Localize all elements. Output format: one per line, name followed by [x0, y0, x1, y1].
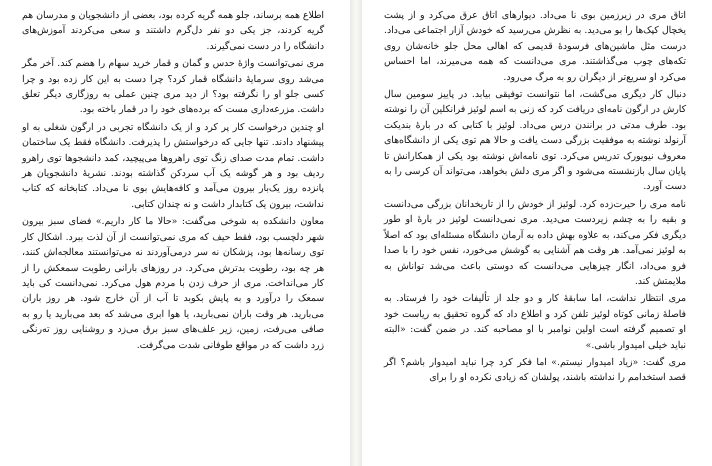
right-paragraph-2: دنبال کار دیگری می‌گشت، اما نتوانست توفیقی بیابد. در پاییز سومین سال کارش در ارگون نامه‌ای دریافت کرد که زنی به اسم لوئیز فرانکلین آن را نوشته بود. طرف مدتی در برانندن درس می‌داد. لوئیز با کتابی که در بارهٔ بندیکت آرنولد نوشته به موفقیت بزرگی دست یافت و حالا هم توی یکی از دانشگاه‌های معروف نیویورک تدریس می‌کرد. توی نامه‌اش نوشته بود یکی از همکارانش تا پایان سال بازنشسته می‌شود و اگر مری دلش بخواهد، می‌تواند آن کرسی را به دست آورد. — [384, 89, 686, 193]
left-page — [0, 0, 350, 466]
right-paragraph-3: نامه مری را حیرت‌زده کرد. لوئیز از خودش را از تاریخدانان بزرگی می‌دانست و بقیه را به چشم زیردست می‌دید. مری نمی‌دانست لوئیز در بارهٔ او طور دیگری فکر می‌کند، به علاوه بهش داده به آرمان دانشگاه مسئله‌ای بود که اصلاً به لوئیز نمی‌آمد. هر وقت هم آشنایی به گوشش می‌خورد، نفس خود را با صدا فرو می‌داد، انگار چیزهایی می‌دانست که دوستی باعث می‌شد تواناش به ملایمتش کند. — [384, 198, 686, 287]
right-paragraph-5: مری گفت: «زیاد امیدوار نیستم.» اما فکر کرد چرا نباید امیدوار باشم؟ اگر قصد استخدامم را نداشته باشند، پولشان که زیادی نکرده او را برای — [384, 356, 686, 384]
left-paragraph-4: معاون دانشکده به شوخی می‌گفت: «حالا ما کار داریم.» فضای سبز بیرون شهر دلچسب بود، فقط حیف که مری نمی‌توانست از آن لذت ببرد. اشکال کار توی رسانه‌ها بود، پزشکان نه سر درمی‌آوردند نه می‌توانستند معالجه‌اش کنند، هر چه بود، رطوبت بدترش می‌کرد. در روزهای بارانی رطوبت سمعکش را از کار می‌انداخت. مری از حرف زدن با مردم هول می‌کرد. نمی‌دانست کی باید سمعک را درآورد و به پایش بکوبد تا آب از آن خارج شود. هر روز باران می‌بارید. هر وقت باران نمی‌بارید، یا هوا ابری می‌شد که بعد می‌بارید یا رو به صافی می‌رفت، زمین، زیر علف‌های سبز برق می‌زد و روشنایی روز ته‌رنگی زرد داشت که در مواقع طوفانی شدت می‌گرفت. — [22, 216, 324, 351]
left-paragraph-1: اطلاع همه برساند، جلو همه گریه کرده بود، بعضی از دانشجویان و مدرسان هم گریه کردند، جز یکی دو نفر دل‌گرم داشتند و سعی می‌کردند آموزش‌های دانشگاه را در دست نمی‌گیرند. — [22, 10, 324, 52]
right-paragraph-1: اتاق مری در زیرزمین بوی نا می‌داد. دیوارهای اتاق عرق می‌کرد و از پشت یخچال کپک‌ها را بو می‌دید. به نظرش می‌رسید که خودش آزار اجتماعی می‌داد. درست مثل ماشین‌های فرسودهٔ قدیمی که اهالی محل جلو خانه‌شان روی تکه‌های چوب می‌گذاشتند. مری می‌دانست که همه می‌میرند، اما احساس می‌کرد او سریع‌تر از دیگران رو به مرگ می‌رود. — [384, 10, 686, 83]
left-paragraph-3: او چندین درخواست کار پر کرد و از یک دانشگاه تجربی در ارگون شغلی به او پیشنهاد دادند. تنها جایی که درخواستش را پذیرفت. دانشگاه فقط یک ساختمان داشت. تمام مدت صدای زنگ توی راهروها می‌پیچید، کمد دانشجوها توی راهرو ردیف بود و هر گوشه یک آب سردکن گذاشته بودند. نشریهٔ دانشجویان هر پانزده روز یک‌بار بیرون می‌آمد و کافه‌هایش بوی نا می‌داد. کتابخانه که کتاب نداشت، بیرون یک کتابدار داشت و نه چندان کتابی. — [22, 121, 324, 210]
right-paragraph-4: مری انتظار نداشت، اما سابقهٔ کار و دو جلد از تألیفات خود را فرستاد. به فاصلهٔ زمانی کوتاه لوئیز تلفن کرد و اطلاع داد که گروه تحقیق به ریاست خود او تصمیم گرفته است اولین نوامبر با او مصاحبه کند. در ضمن گفت: «البته نباید خیلی امیدوار باشی.» — [384, 293, 686, 351]
right-page — [362, 0, 712, 466]
left-paragraph-2: مری نمی‌توانست واژهٔ حدس و گمان و قمار خرید سهام را هضم کند. آخر مگر می‌شد روی سرمایهٔ دانشگاه قمار کرد؟ چرا دست به این کار زده بود و چرا کسی جلو او را نگرفته بود؟ از دید مری چنین عملی به روزگاری دیگر تعلق داشت. مزرعه‌داری مست که برده‌های خود را در قمار باخته بود. — [22, 58, 324, 116]
book-gutter — [350, 0, 362, 466]
